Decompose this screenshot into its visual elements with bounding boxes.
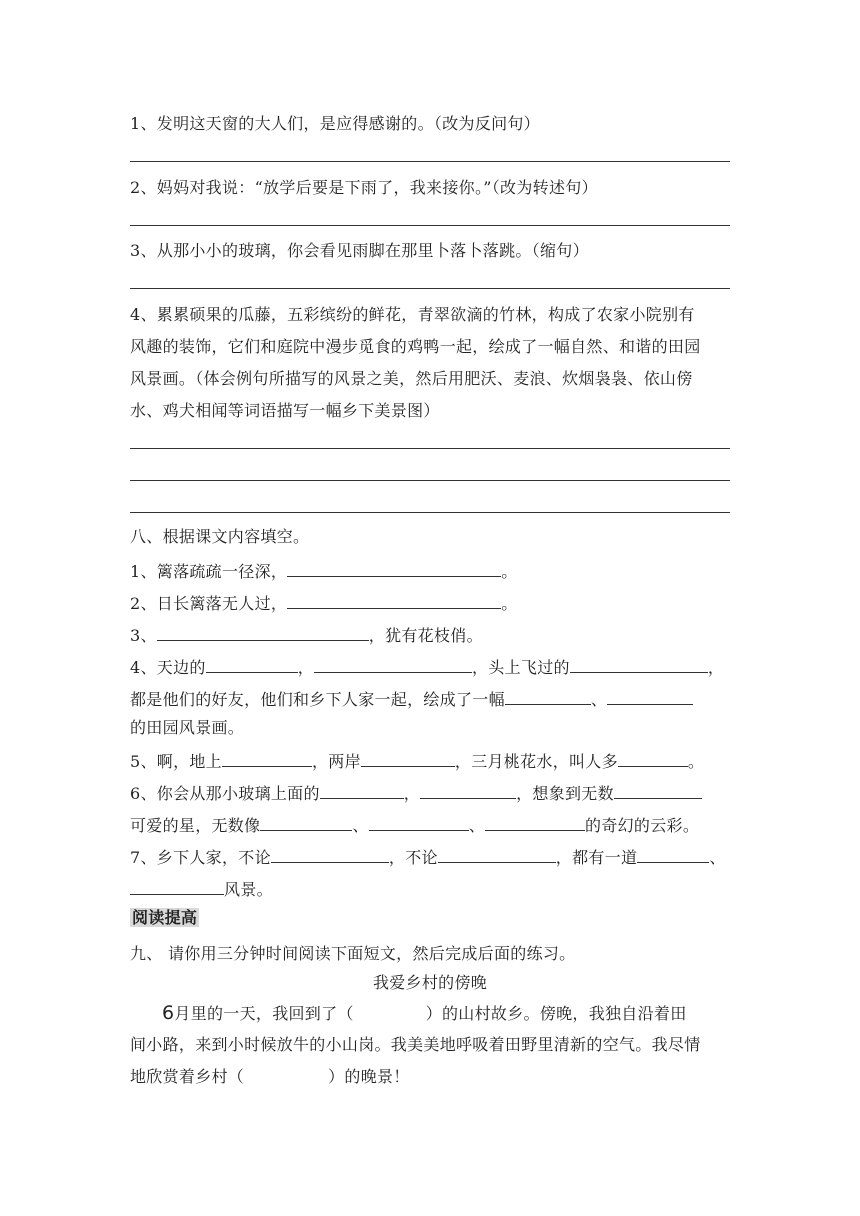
question-2: 2、妈妈对我说：“放学后要是下雨了，我来接你。”（改为转述句） bbox=[130, 178, 598, 197]
passage-line-2: 间小路，来到小时候放牛的小山岗。我美美地呼吸着田野里清新的空气。我尽情 bbox=[130, 1035, 701, 1054]
fill-6-text-c: ，想象到无数 bbox=[516, 784, 614, 803]
passage-line-1-b: ）的山村故乡。傍晚，我独自沿着田 bbox=[425, 1004, 687, 1023]
fill-4-text-b: ， bbox=[297, 658, 314, 677]
fill-6-blank-6[interactable] bbox=[485, 814, 585, 831]
fill-6-blank-4[interactable] bbox=[260, 814, 352, 831]
fill-line-3 bbox=[130, 624, 483, 646]
fill-7-blank-3[interactable] bbox=[637, 846, 709, 863]
passage-line-3 bbox=[130, 1067, 410, 1087]
fill-4-text-c: ，头上飞过的 bbox=[472, 658, 570, 677]
section-8-title: 八、根据课文内容填空。 bbox=[130, 527, 310, 546]
fill-6-blank-3[interactable] bbox=[614, 782, 702, 799]
fill-7-blank-2[interactable] bbox=[438, 846, 556, 863]
answer-line-1[interactable] bbox=[130, 161, 730, 162]
fill-4-blank-2[interactable] bbox=[314, 656, 472, 673]
question-4-line-3: 风景画。（体会例句所描写的风景之美，然后用肥沃、麦浪、炊烟袅袅、依山傍 bbox=[130, 369, 693, 388]
fill-6-text-a: 6、你会从那小玻璃上面的 bbox=[130, 784, 320, 803]
fill-4-text-e: 都是他们的好友，他们和乡下人家一起，绘成了一幅 bbox=[130, 690, 505, 709]
fill-5-blank-1[interactable] bbox=[222, 750, 312, 767]
passage-line-3-b: ）的晚景！ bbox=[328, 1067, 410, 1086]
fill-5-text-c: ，三月桃花水，叫人多 bbox=[454, 752, 618, 771]
fill-6-text-b: ， bbox=[403, 784, 421, 803]
reading-heading-label: 阅读提高 bbox=[132, 908, 198, 927]
fill-4-blank-5[interactable] bbox=[607, 688, 693, 705]
fill-4-blank-1[interactable] bbox=[206, 656, 298, 673]
answer-line-3[interactable] bbox=[130, 288, 730, 289]
reading-heading bbox=[130, 908, 199, 928]
fill-6-text-f: 、 bbox=[468, 816, 486, 835]
fill-3-text: ，犹有花枝俏。 bbox=[368, 626, 483, 645]
passage-month: 6 bbox=[162, 1002, 175, 1024]
fill-3-num: 3、 bbox=[130, 626, 157, 645]
fill-3-blank[interactable] bbox=[157, 624, 369, 641]
fill-line-6 bbox=[130, 782, 702, 804]
fill-6-text-e: 、 bbox=[352, 816, 369, 835]
fill-line-7b bbox=[130, 878, 273, 900]
fill-line-1 bbox=[130, 560, 518, 582]
fill-6-text-d: 可爱的星，无数像 bbox=[130, 816, 261, 835]
fill-1-blank[interactable] bbox=[287, 560, 501, 577]
answer-line-4b[interactable] bbox=[130, 480, 730, 481]
question-1: 1、发明这天窗的大人们，是应得感谢的。（改为反问句） bbox=[130, 114, 540, 133]
fill-line-2 bbox=[130, 592, 518, 614]
fill-2-end: 。 bbox=[501, 594, 518, 613]
answer-line-4c[interactable] bbox=[130, 512, 730, 513]
fill-line-7 bbox=[130, 846, 726, 868]
passage-line-1-a: 月里的一天，我回到了（ bbox=[174, 1004, 354, 1023]
fill-7-text-b: ，不论 bbox=[388, 848, 438, 867]
fill-6-blank-1[interactable] bbox=[320, 782, 404, 799]
fill-7-text-e: 风景。 bbox=[224, 880, 273, 899]
fill-line-6b bbox=[130, 814, 699, 836]
fill-1-end: 。 bbox=[501, 562, 518, 581]
fill-line-4 bbox=[130, 656, 724, 678]
fill-5-blank-2[interactable] bbox=[361, 750, 455, 767]
answer-line-2[interactable] bbox=[130, 225, 730, 226]
fill-7-text-c: ，都有一道 bbox=[555, 848, 638, 867]
fill-5-blank-3[interactable] bbox=[618, 750, 688, 767]
fill-5-text-d: 。 bbox=[687, 752, 705, 771]
passage-line-1 bbox=[162, 1003, 687, 1024]
fill-2-blank[interactable] bbox=[287, 592, 501, 609]
answer-line-4a[interactable] bbox=[130, 448, 730, 449]
fill-1-text: 1、篱落疏疏一径深， bbox=[130, 562, 288, 581]
passage-title: 我爱乡村的傍晚 bbox=[372, 973, 488, 992]
question-4-line-1: 4、累累硕果的瓜藤，五彩缤纷的鲜花，青翠欲滴的竹林，构成了农家小院别有 bbox=[130, 305, 695, 324]
fill-5-text-a: 5、啊，地上 bbox=[130, 752, 222, 771]
fill-4-text-d: ， bbox=[707, 658, 725, 677]
fill-4-text-a: 4、天边的 bbox=[130, 658, 206, 677]
fill-7-text-d: 、 bbox=[709, 848, 726, 867]
fill-4-text-f: 、 bbox=[590, 690, 608, 709]
question-3: 3、从那小小的玻璃，你会看见雨脚在那里卜落卜落跳。（缩句） bbox=[130, 241, 589, 260]
fill-line-4c: 的田园风景画。 bbox=[130, 718, 245, 737]
reading-instruction: 九、 请你用三分钟时间阅读下面短文，然后完成后面的练习。 bbox=[130, 944, 576, 963]
fill-line-4b bbox=[130, 688, 693, 710]
fill-7-text-a: 7、乡下人家，不论 bbox=[130, 848, 271, 867]
question-4-line-4: 水、鸡犬相闻等词语描写一幅乡下美景图） bbox=[130, 401, 440, 420]
fill-4-blank-4[interactable] bbox=[505, 688, 591, 705]
fill-7-blank-1[interactable] bbox=[271, 846, 389, 863]
fill-6-blank-5[interactable] bbox=[369, 814, 469, 831]
fill-5-text-b: ，两岸 bbox=[311, 752, 361, 771]
fill-2-text: 2、日长篱落无人过， bbox=[130, 594, 288, 613]
fill-4-blank-3[interactable] bbox=[570, 656, 708, 673]
fill-7-blank-4[interactable] bbox=[130, 878, 224, 895]
fill-line-5 bbox=[130, 750, 704, 772]
question-4-line-2: 风趣的装饰，它们和庭院中漫步觅食的鸡鸭一起，绘成了一幅自然、和谐的田园 bbox=[130, 337, 701, 356]
passage-line-3-a: 地欣赏着乡村（ bbox=[130, 1067, 245, 1086]
fill-6-text-g: 的奇幻的云彩。 bbox=[585, 816, 700, 835]
fill-6-blank-2[interactable] bbox=[420, 782, 516, 799]
